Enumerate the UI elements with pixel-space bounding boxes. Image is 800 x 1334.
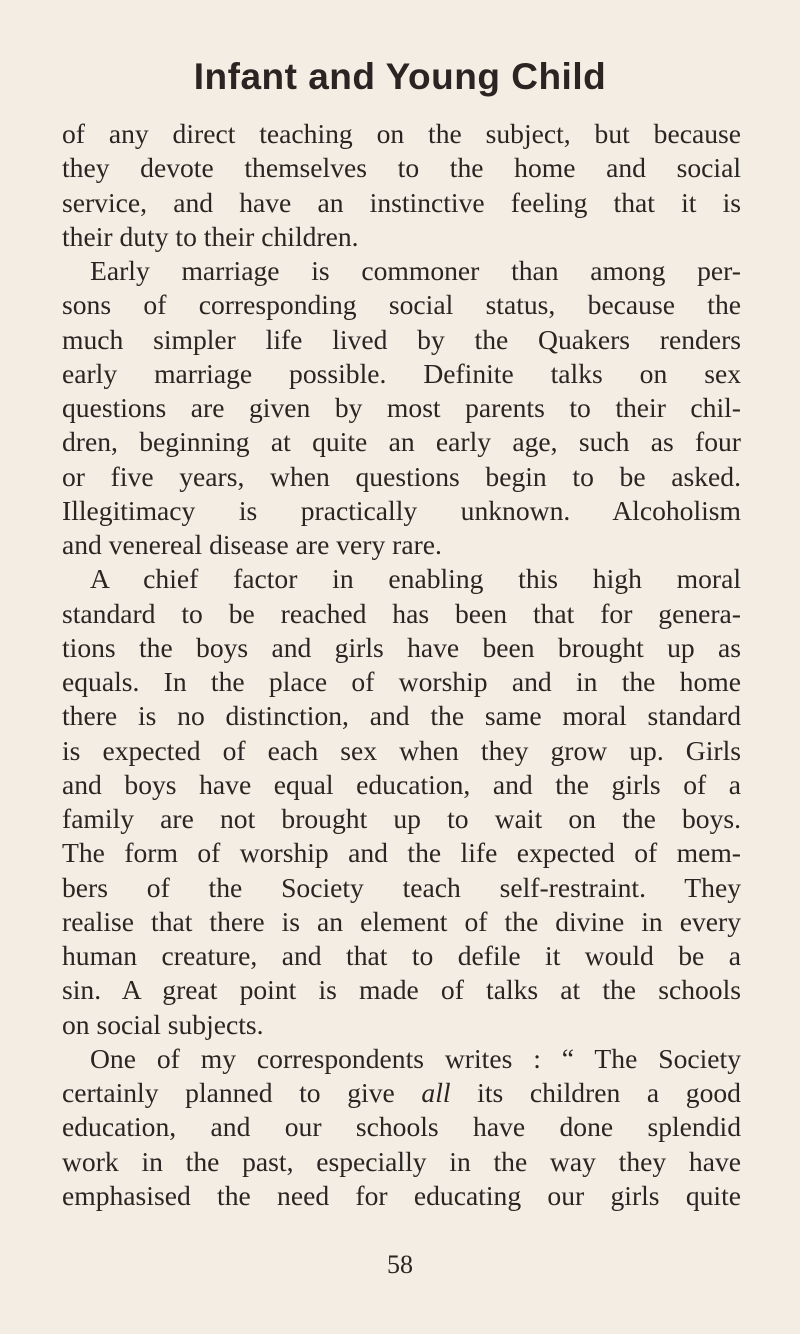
text-line: family are not brought up to wait on the boys. (62, 803, 741, 834)
text-line: dren, beginning at quite an early age, such as four (62, 426, 741, 458)
text-line: work in the past, especially in the way they have (62, 1145, 741, 1177)
text-line: realise that there is an element of the divine in every (62, 905, 741, 937)
paragraph-4 (62, 1042, 741, 1213)
text-line: A chief factor in enabling this high moral (90, 563, 741, 595)
text-line-with-italic: certainly planned to give all its children a good (62, 1077, 741, 1108)
text-line: on social subjects. (62, 1008, 264, 1040)
text-line: and venereal disease are very rare. (62, 529, 442, 560)
text-line: human creature, and that to defile it would be a (62, 940, 741, 971)
running-head-title: Infant and Young Child (193, 56, 607, 97)
text-line: Illegitimacy is practically unknown. Alcoholism (62, 494, 741, 526)
text-line: bers of the Society teach self-restraint. They (62, 871, 741, 903)
text-line: Early marriage is commoner than among per- (90, 255, 741, 286)
text-line: of any direct teaching on the subject, but because (62, 118, 741, 149)
paragraph-2 (62, 254, 741, 562)
paragraph-3 (62, 562, 741, 1042)
page-number: 58 (387, 1250, 413, 1279)
body-text (62, 117, 741, 1213)
text-line: and boys have equal education, and the girls of a (62, 768, 741, 800)
text-line: much simpler life lived by the Quakers renders (62, 323, 741, 355)
text-line: service, and have an instinctive feeling that it is (62, 186, 741, 218)
text-line: or five years, when questions begin to be asked. (62, 460, 741, 492)
text-line: standard to be reached has been that for genera- (62, 597, 741, 629)
text-line: education, and our schools have done splendid (62, 1111, 741, 1143)
text-line: tions the boys and girls have been brought up as (62, 631, 741, 663)
text-line: sons of corresponding social status, because the (62, 289, 741, 321)
text-line: early marriage possible. Definite talks on sex (62, 357, 741, 389)
text-line: One of my correspondents writes : “ The Society (90, 1042, 741, 1074)
text-line: there is no distinction, and the same moral standard (62, 700, 741, 732)
text-line: is expected of each sex when they grow up. Girls (62, 734, 741, 766)
text-line: they devote themselves to the home and social (62, 152, 741, 184)
text-line: their duty to their children. (62, 220, 359, 252)
text-line: sin. A great point is made of talks at the schools (62, 974, 741, 1006)
text-line: questions are given by most parents to their chil- (62, 392, 741, 423)
italic-emphasis: all (421, 1077, 451, 1108)
text-line: The form of worship and the life expected of mem- (62, 837, 741, 869)
paragraph-1 (62, 117, 741, 254)
text-line: equals. In the place of worship and in the home (62, 666, 741, 697)
text-line: emphasised the need for educating our girls quite (62, 1179, 741, 1211)
